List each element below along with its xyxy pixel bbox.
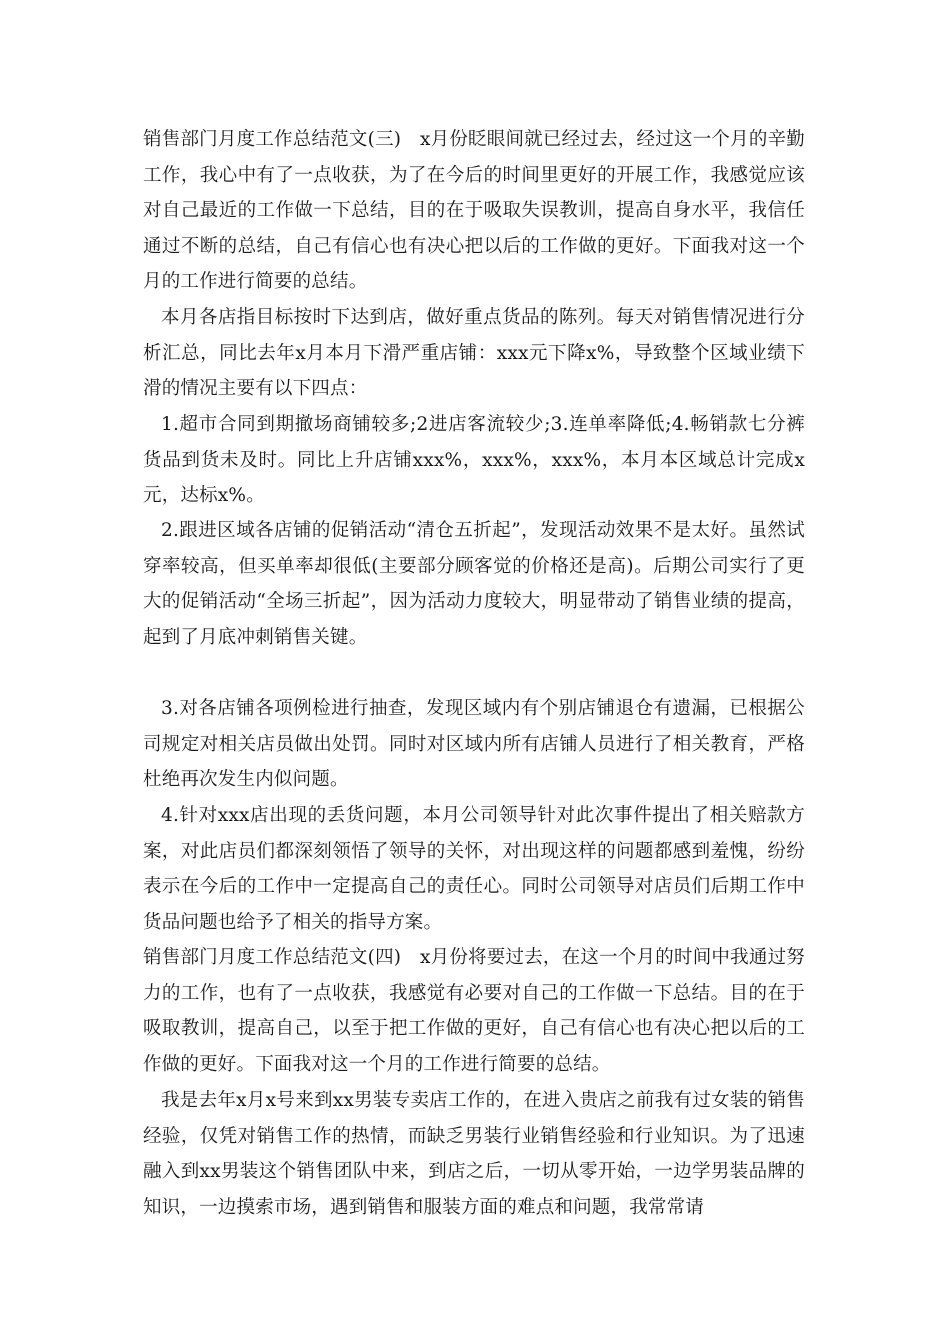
paragraph-sales-summary-4-intro: 销售部门月度工作总结范文(四) x月份将要过去，在这一个月的时间中我通过努力的工作，也有了一点收获，我感觉有必要对自己的工作做一下总结。目的在于吸取教训，提高自己，以至于把工作做的更好，自己有信心也有决心把以后的工作做的更好。下面我对这一个月的工作进行简要的总结。	[143, 947, 805, 1075]
paragraph-point-1: 1.超市合同到期撤场商铺较多;2进店客流较少;3.连单率降低;4.畅销款七分裤货品到货未及时。同比上升店铺xxx%，xxx%，xxx%，本月本区域总计完成x元，达标x%。	[143, 414, 805, 506]
paragraph-point-2: 2.跟进区域各店铺的促销活动“清仓五折起”，发现活动效果不是太好。虽然试穿率较高，但买单率却很低(主要部分顾客觉的价格还是高)。后期公司实行了更大的促销活动“全场三折起”，因为活动力度较大，明显带动了销售业绩的提高，起到了月底冲刺销售关键。	[143, 520, 805, 648]
paragraph-monthly-targets: 本月各店指目标按时下达到店，做好重点货品的陈列。每天对销售情况进行分析汇总，同比去年x月本月下滑严重店铺：xxx元下降x%，导致整个区域业绩下滑的情况主要有以下四点：	[143, 307, 805, 399]
paragraph-point-4: 4.针对xxx店出现的丢货问题，本月公司领导针对此次事件提出了相关赔款方案，对此店员们都深刻领悟了领导的关怀，对出现这样的问题都感到羞愧，纷纷表示在今后的工作中一定提高自己的责任心。同时公司领导对店员们后期工作中货品问题也给予了相关的指导方案。	[143, 805, 805, 933]
paragraph-sales-summary-3-intro: 销售部门月度工作总结范文(三) x月份眨眼间就已经过去，经过这一个月的辛勤工作，我心中有了一点收获，为了在今后的时间里更好的开展工作，我感觉应该对自己最近的工作做一下总结，目的在于吸取失误教训，提高自身水平，我信任通过不断的总结，自己有信心也有决心把以后的工作做的更好。下面我对这一个月的工作进行简要的总结。	[143, 129, 805, 292]
paragraph-background: 我是去年x月x号来到xx男装专卖店工作的，在进入贵店之前我有过女装的销售经验，仅凭对销售工作的热情，而缺乏男装行业销售经验和行业知识。为了迅速融入到xx男装这个销售团队中来，到店之后，一切从零开始，一边学男装品牌的知识，一边摸索市场，遇到销售和服装方面的难点和问题，我常常请	[143, 1090, 805, 1218]
paragraph-point-3: 3.对各店铺各项例检进行抽查，发现区域内有个别店铺退仓有遗漏，已根据公司规定对相关店员做出处罚。同时对区域内所有店铺人员进行了相关教育，严格杜绝再次发生内似问题。	[143, 698, 805, 790]
